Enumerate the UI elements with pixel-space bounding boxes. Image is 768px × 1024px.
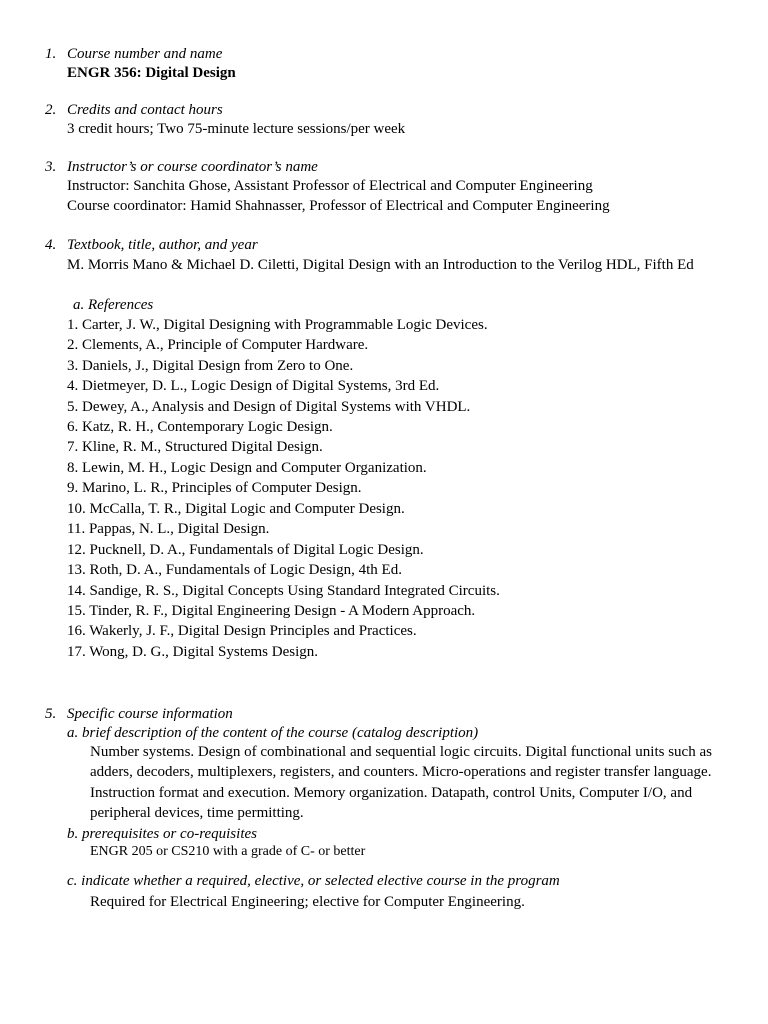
- reference-item: 1. Carter, J. W., Digital Designing with Programmable Logic Devices.: [67, 317, 488, 333]
- section-3-heading: Instructor’s or course coordinator’s name: [67, 159, 318, 175]
- reference-item: 7. Kline, R. M., Structured Digital Design.: [67, 439, 323, 455]
- reference-item: 11. Pappas, N. L., Digital Design.: [67, 521, 270, 537]
- reference-item: 8. Lewin, M. H., Logic Design and Computer Organization.: [67, 460, 427, 476]
- textbook-text: M. Morris Mano & Michael D. Ciletti, Digital Design with an Introduction to the Verilog HDL, Fifth Ed: [67, 257, 694, 273]
- section-3-number: 3.: [45, 159, 57, 175]
- section-4-heading: Textbook, title, author, and year: [67, 237, 258, 253]
- section-2-heading: Credits and contact hours: [67, 102, 223, 118]
- prerequisites-label: b. prerequisites or co-requisites: [67, 826, 257, 842]
- section-4-number: 4.: [45, 237, 57, 253]
- reference-item: 5. Dewey, A., Analysis and Design of Digital Systems with VHDL.: [67, 399, 471, 415]
- course-number-name: ENGR 356: Digital Design: [67, 65, 236, 81]
- reference-item: 12. Pucknell, D. A., Fundamentals of Digital Logic Design.: [67, 542, 424, 558]
- reference-item: 13. Roth, D. A., Fundamentals of Logic Design, 4th Ed.: [67, 562, 402, 578]
- section-1-number: 1.: [45, 46, 57, 62]
- reference-item: 17. Wong, D. G., Digital Systems Design.: [67, 644, 319, 660]
- credits-text: 3 credit hours; Two 75-minute lecture sessions/per week: [67, 121, 406, 137]
- reference-item: 9. Marino, L. R., Principles of Computer Design.: [67, 480, 362, 496]
- section-2-number: 2.: [45, 102, 57, 118]
- reference-item: 4. Dietmeyer, D. L., Logic Design of Digital Systems, 3rd Ed.: [67, 378, 440, 394]
- reference-item: 3. Daniels, J., Digital Design from Zero to One.: [67, 358, 354, 374]
- reference-item: 6. Katz, R. H., Contemporary Logic Design.: [67, 419, 333, 435]
- catalog-description-text: Number systems. Design of combinational and sequential logic circuits. Digital functional units such as adders, decoders, multiplexers, registers, and counters. Micro-operations and register transfer language. Instruction format and execution. Memory organization. Datapath, control Units, Computer I/O, and peripheral devices, time permitting.: [90, 744, 712, 822]
- reference-item: 10. McCalla, T. R., Digital Logic and Computer Design.: [67, 501, 405, 517]
- reference-item: 14. Sandige, R. S., Digital Concepts Using Standard Integrated Circuits.: [67, 583, 500, 599]
- course-status-label: c. indicate whether a required, elective, or selected elective course in the program: [67, 873, 560, 889]
- coordinator-text: Course coordinator: Hamid Shahnasser, Professor of Electrical and Computer Engineering: [67, 198, 610, 214]
- reference-item: 15. Tinder, R. F., Digital Engineering Design - A Modern Approach.: [67, 603, 476, 619]
- section-5-heading: Specific course information: [67, 706, 233, 722]
- course-status-text: Required for Electrical Engineering; elective for Computer Engineering.: [90, 894, 525, 910]
- reference-item: 2. Clements, A., Principle of Computer Hardware.: [67, 337, 369, 353]
- instructor-text: Instructor: Sanchita Ghose, Assistant Professor of Electrical and Computer Engineering: [67, 178, 593, 194]
- section-1-heading: Course number and name: [67, 46, 223, 62]
- references-label: a. References: [73, 297, 154, 313]
- reference-item: 16. Wakerly, J. F., Digital Design Principles and Practices.: [67, 623, 417, 639]
- prerequisites-text: ENGR 205 or CS210 with a grade of C- or better: [90, 844, 366, 859]
- section-5-number: 5.: [45, 706, 57, 722]
- catalog-description-label: a. brief description of the content of the course (catalog description): [67, 725, 479, 741]
